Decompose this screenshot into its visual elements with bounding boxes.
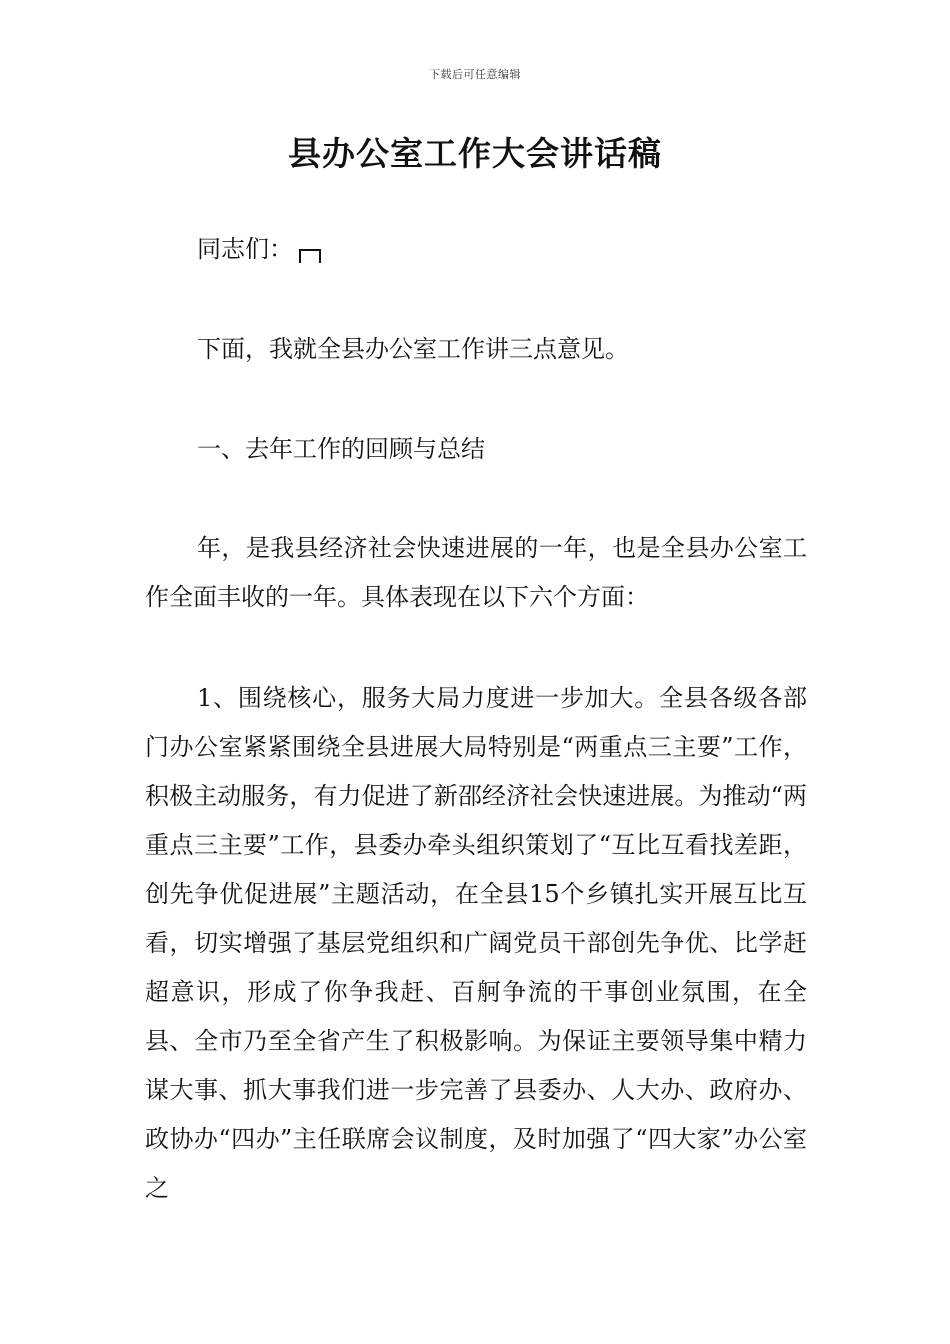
greeting-text: 同志们： — [197, 235, 293, 263]
document-title: 县办公室工作大会讲话稿 — [288, 134, 662, 173]
section-heading: 一、去年工作的回顾与总结 — [197, 435, 485, 463]
intro-paragraph: 下面，我就全县办公室工作讲三点意见。 — [197, 335, 629, 363]
greeting-paragraph — [145, 225, 807, 274]
placeholder-mark-icon — [299, 249, 321, 263]
item1-paragraph: 1、围绕核心，服务大局力度进一步加大。全县各级各部门办公室紧紧围绕全县进展大局特别是“两重点三主要”工作，积极主动服务，有力促进了新邵经济社会快速进展。为推动“两重点三主要”工作，县委办牵头组织策划了“互比互看找差距，创先争优促进展”主题活动，在全县15个乡镇扎实开展互比互看，切实增强了基层党组织和广阔党员干部创先争优、比学赶超意识，形成了你争我赶、百舸争流的干事创业氛围，在全县、全市乃至全省产生了积极影响。为保证主要领导集中精力谋大事、抓大事我们进一步完善了县委办、人大办、政府办、政协办“四办”主任联席会议制度，及时加强了“四大家”办公室之 — [145, 684, 807, 1202]
year-summary-paragraph: 年，是我县经济社会快速进展的一年，也是全县办公室工作全面丰收的一年。具体表现在以下六个方面： — [145, 534, 807, 611]
header-note: 下载后可任意编辑 — [429, 68, 521, 81]
